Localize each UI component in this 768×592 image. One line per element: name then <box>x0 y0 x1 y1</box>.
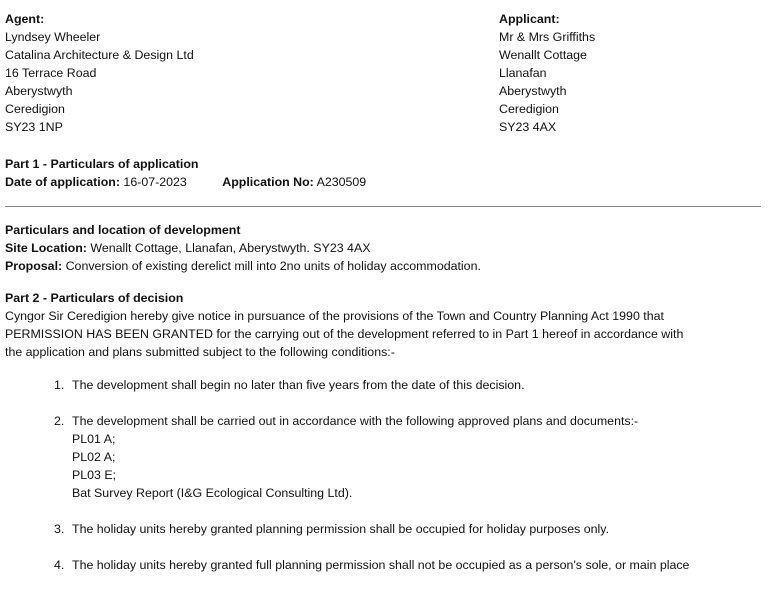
condition-item <box>0 412 689 502</box>
condition-number: 3. <box>54 522 65 536</box>
document-item: Bat Survey Report (I&G Ecological Consulting Ltd). <box>72 486 353 500</box>
location-section <box>5 221 762 275</box>
document-item: PL03 E; <box>72 468 117 482</box>
agent-heading: Agent: <box>5 12 45 26</box>
decision-line-3: the application and plans submitted subject to the following conditions:- <box>5 345 395 359</box>
appno-value: A230509 <box>316 175 367 189</box>
agent-block <box>5 10 194 136</box>
condition-text: The development shall be carried out in accordance with the following approved plans and documents:- <box>72 414 639 428</box>
site-label: Site Location: <box>5 241 87 255</box>
proposal-value: Conversion of existing derelict mill into 2no units of holiday accommodation. <box>65 259 481 273</box>
condition-text: The development shall begin no later than five years from the date of this decision. <box>72 378 525 392</box>
part1-section <box>5 155 762 191</box>
applicant-town: Aberystwyth <box>499 84 567 98</box>
decision-line-1: Cyngor Sir Ceredigion hereby give notice in pursuance of the provisions of the Town and Country Planning Act 1990 that <box>5 309 664 323</box>
applicant-house: Wenallt Cottage <box>499 48 587 62</box>
condition-text: The holiday units hereby granted planning permission shall be occupied for holiday purposes only. <box>72 522 610 536</box>
agent-county: Ceredigion <box>5 102 65 116</box>
condition-number: 1. <box>54 378 65 392</box>
conditions-list <box>0 376 689 592</box>
agent-postcode: SY23 1NP <box>5 120 63 134</box>
part1-heading: Part 1 - Particulars of application <box>5 157 199 171</box>
date-value: 16-07-2023 <box>123 175 187 189</box>
document-item: PL02 A; <box>72 450 116 464</box>
applicant-postcode: SY23 4AX <box>499 120 557 134</box>
condition-item <box>0 556 689 574</box>
site-value: Wenallt Cottage, Llanafan, Aberystwyth. SY23 4AX <box>90 241 371 255</box>
application-number <box>222 173 366 191</box>
application-details-row <box>5 173 762 191</box>
proposal-row <box>5 257 762 275</box>
condition-number: 4. <box>54 558 65 572</box>
agent-town: Aberystwyth <box>5 84 73 98</box>
document-item: PL01 A; <box>72 432 116 446</box>
agent-street: 16 Terrace Road <box>5 66 97 80</box>
location-heading: Particulars and location of development <box>5 223 241 237</box>
applicant-county: Ceredigion <box>499 102 559 116</box>
appno-label: Application No: <box>222 175 314 189</box>
date-label: Date of application: <box>5 175 120 189</box>
applicant-village: Llanafan <box>499 66 547 80</box>
agent-name: Lyndsey Wheeler <box>5 30 101 44</box>
condition-number: 2. <box>54 414 65 428</box>
applicant-name: Mr & Mrs Griffiths <box>499 30 596 44</box>
part2-section <box>5 289 762 361</box>
condition-text: The holiday units hereby granted full planning permission shall not be occupied as a person's sole, or main place <box>72 558 690 572</box>
condition-item <box>0 376 689 394</box>
condition-item <box>0 520 689 538</box>
site-location-row <box>5 239 762 257</box>
proposal-label: Proposal: <box>5 259 63 273</box>
decision-line-2: PERMISSION HAS BEEN GRANTED for the carrying out of the development referred to in Part 1 hereof in accordance with <box>5 327 684 341</box>
applicant-heading: Applicant: <box>499 12 560 26</box>
agent-company: Catalina Architecture & Design Ltd <box>5 48 194 62</box>
section-divider <box>5 206 761 207</box>
approved-documents-list <box>72 430 689 502</box>
part2-heading: Part 2 - Particulars of decision <box>5 291 184 305</box>
applicant-block <box>499 10 595 136</box>
